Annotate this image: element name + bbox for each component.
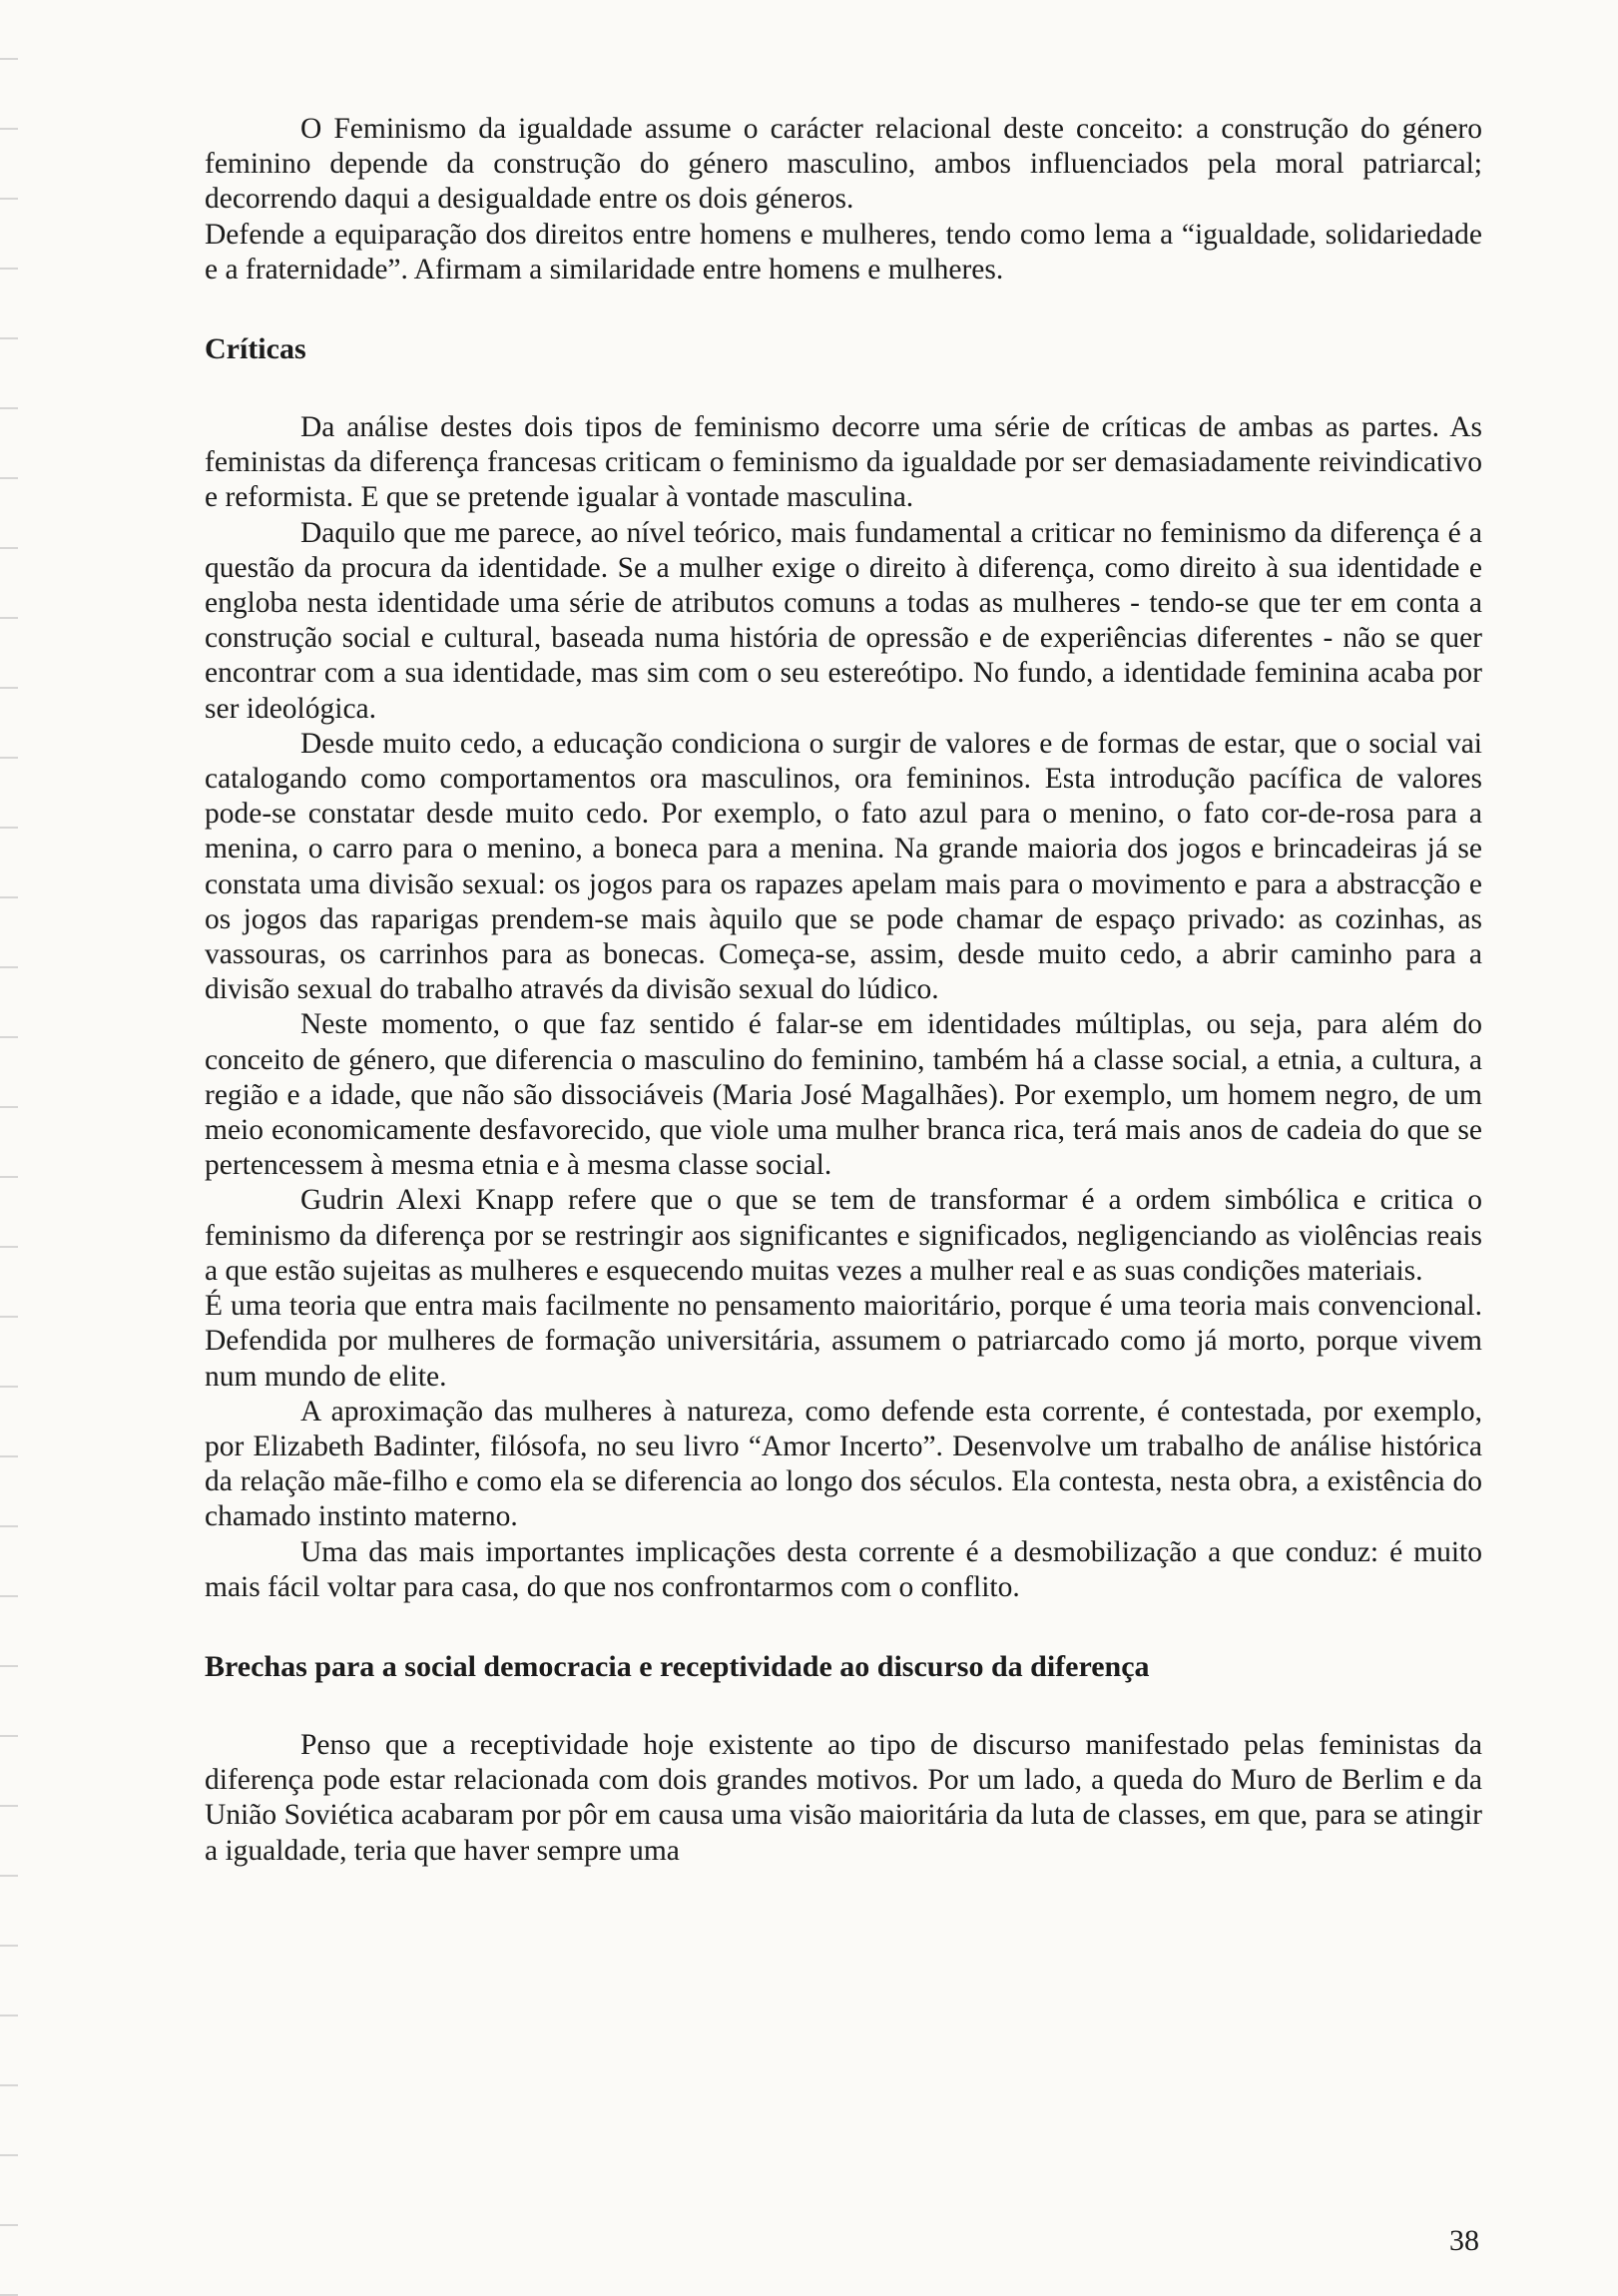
heading-brechas: Brechas para a social democracia e receptividade ao discurso da diferença — [205, 1649, 1150, 1683]
paragraph: Gudrin Alexi Knapp refere que o que se tem de transformar é a ordem simbólica e critica o feminismo da diferença por se restringir aos significantes e significados, negligenciando as violências reais a que estão sujeitas as mulheres e esquecendo muitas vezes a mulher real e as suas condições materiais. — [205, 1184, 1482, 1287]
scan-margin-marks — [0, 0, 18, 2296]
paragraph: A aproximação das mulheres à natureza, como defende esta corrente, é contestada, por exemplo, por Elizabeth Badinter, filósofa, no seu livro “Amor Incerto”. Desenvolve um trabalho de análise histórica da relação mãe-filho e como ela se diferencia ao longo dos séculos. Ela contesta, nesta obra, a existência do chamado instinto materno. — [205, 1395, 1482, 1533]
paragraph: Da análise destes dois tipos de feminismo decorre uma série de críticas de ambas as partes. As feministas da diferença francesas criticam o feminismo da igualdade por ser demasiadamente reivindicativo e reformista. E que se pretende igualar à vontade masculina. — [205, 411, 1482, 514]
paragraph: Uma das mais importantes implicações desta corrente é a desmobilização a que conduz: é muito mais fácil voltar para casa, do que nos confrontarmos com o conflito. — [205, 1535, 1482, 1603]
heading-criticas: Críticas — [205, 332, 306, 366]
paragraph: Desde muito cedo, a educação condiciona o surgir de valores e de formas de estar, que o social vai catalogando como comportamentos ora masculinos, ora femininos. Esta introdução pacífica de valores pode-se constatar desde muito cedo. Por exemplo, o fato azul para o menino, o fato cor-de-rosa para a menina, o carro para o menino, a boneca para a menina. Na grande maioria dos jogos e brincadeiras já se constata uma divisão sexual: os jogos para os rapazes apelam mais para o movimento e para a abstracção e os jogos das raparigas prendem-se mais àquilo que se pode chamar de espaço privado: as cozinhas, as vassouras, os carrinhos para as bonecas. Começa-se, assim, desde muito cedo, a abrir caminho para a divisão sexual do trabalho através da divisão sexual do lúdico. — [205, 727, 1482, 1006]
paragraph: Neste momento, o que faz sentido é falar-se em identidades múltiplas, ou seja, para além do conceito de género, que diferencia o masculino do feminino, também há a classe social, a etnia, a cultura, a região e a idade, que não são dissociáveis (Maria José Magalhães). Por exemplo, um homem negro, de um meio economicamente desfavorecido, que viole uma mulher branca rica, terá mais anos de cadeia do que se pertencessem à mesma etnia e à mesma classe social. — [205, 1008, 1482, 1182]
paragraph: Daquilo que me parece, ao nível teórico, mais fundamental a criticar no feminismo da diferença é a questão da procura da identidade. Se a mulher exige o direito à diferença, como direito à sua identidade e engloba nesta identidade uma série de atributos comuns a todas as mulheres - tendo-se que ter em conta a construção social e cultural, baseada numa história de opressão e de experiências diferentes - não se quer encontrar com a sua identidade, mas sim com o seu estereótipo. No fundo, a identidade feminina acaba por ser ideológica. — [205, 516, 1482, 725]
document-page — [205, 112, 1482, 1869]
paragraph-receptividade: Penso que a receptividade hoje existente ao tipo de discurso manifestado pelas feministas da diferença pode estar relacionada com dois grandes motivos. Por um lado, a queda do Muro de Berlim e da União Soviética acabaram por pôr em causa uma visão maioritária da luta de classes, em que, para se atingir a igualdade, teria que haver sempre uma — [205, 1728, 1482, 1867]
paragraph-feminismo-igualdade: O Feminismo da igualdade assume o carácter relacional deste conceito: a construção do género feminino depende da construção do género masculino, ambos influenciados pela moral patriarcal; decorrendo daqui a desigualdade entre os dois géneros. — [205, 113, 1482, 216]
paragraph-unindented: É uma teoria que entra mais facilmente no pensamento maioritário, porque é uma teoria mais convencional. Defendida por mulheres de formação universitária, assumem o patriarcado como já morto, porque vivem num mundo de elite. — [205, 1290, 1482, 1393]
paragraph-equiparacao: Defende a equiparação dos direitos entre homens e mulheres, tendo como lema a “igualdade, solidariedade e a fraternidade”. Afirmam a similaridade entre homens e mulheres. — [205, 218, 1482, 286]
page-number: 38 — [1449, 2224, 1479, 2257]
